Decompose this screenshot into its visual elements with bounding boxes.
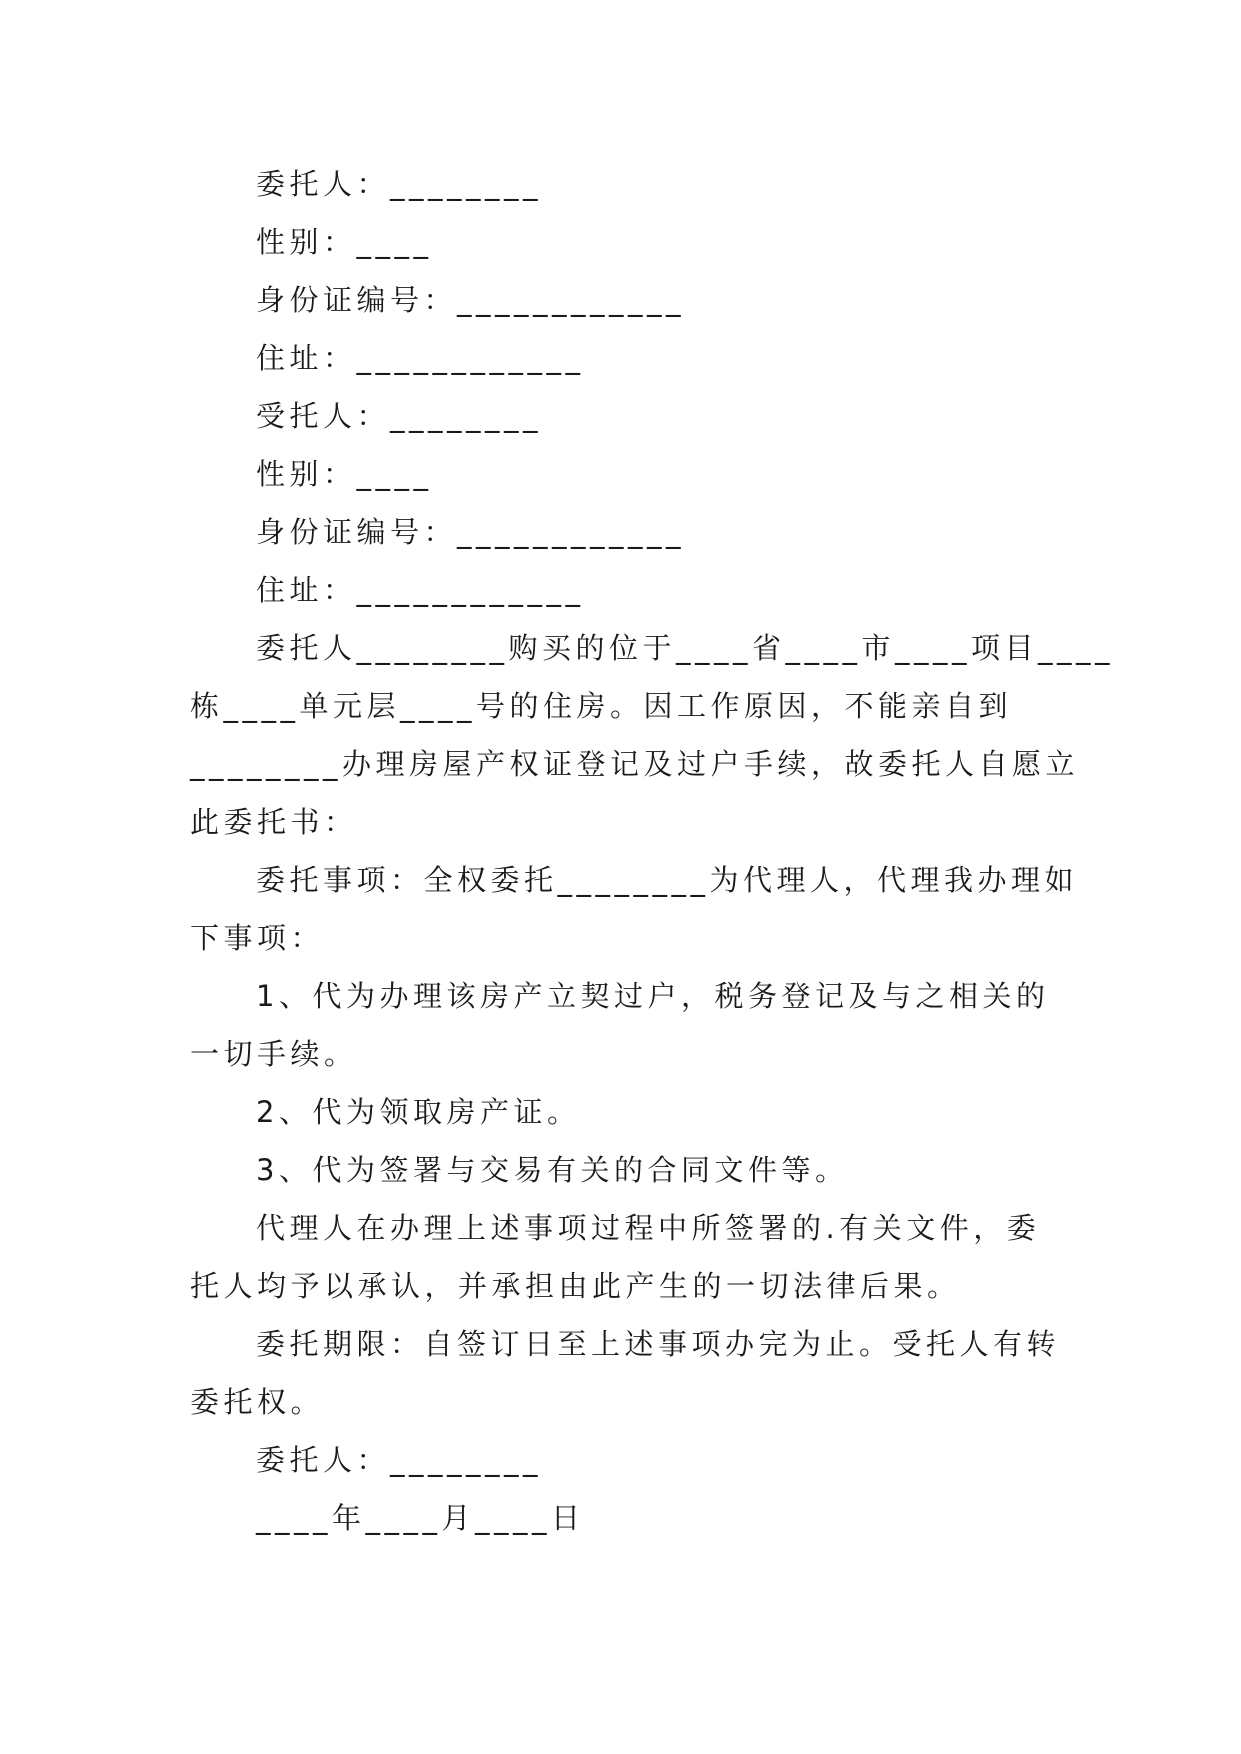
principal-address-line: 住址：____________	[256, 341, 585, 375]
principal-id-line: 身份证编号：____________	[256, 283, 686, 317]
matter-item-1-line: 1、代为办理该房产立契过户，税务登记及与之相关的	[256, 979, 1050, 1013]
body-paragraph-line: 委托人________购买的位于____省____市____项目____	[256, 631, 1115, 665]
document-page	[190, 155, 1115, 1547]
term-line: 委托权。	[190, 1385, 325, 1419]
matter-item-3-line: 3、代为签署与交易有关的合同文件等。	[256, 1153, 849, 1187]
acknowledgement-line: 托人均予以承认，并承担由此产生的一切法律后果。	[190, 1269, 961, 1303]
body-paragraph-line: 此委托书：	[190, 805, 358, 839]
matter-item-1-line: 一切手续。	[190, 1037, 358, 1071]
agent-name-line: 受托人：________	[256, 399, 543, 433]
principal-name-line: 委托人：________	[256, 167, 543, 201]
date-line: ____年____月____日	[256, 1501, 585, 1535]
signature-line: 委托人：________	[256, 1443, 543, 1477]
body-paragraph-line: 栋____单元层____号的住房。因工作原因，不能亲自到	[190, 689, 1013, 723]
matter-item-2-line: 2、代为领取房产证。	[256, 1095, 581, 1129]
entrusted-matters-line: 委托事项：全权委托________为代理人，代理我办理如	[256, 863, 1079, 897]
agent-address-line: 住址：____________	[256, 573, 585, 607]
agent-gender-line: 性别：____	[256, 457, 433, 491]
principal-gender-line: 性别：____	[256, 225, 433, 259]
term-line: 委托期限：自签订日至上述事项办完为止。受托人有转	[256, 1327, 1061, 1361]
acknowledgement-line: 代理人在办理上述事项过程中所签署的.有关文件，委	[256, 1211, 1041, 1245]
body-paragraph-line: ________办理房屋产权证登记及过户手续，故委托人自愿立	[190, 747, 1080, 781]
agent-id-line: 身份证编号：____________	[256, 515, 686, 549]
entrusted-matters-line: 下事项：	[190, 921, 325, 955]
